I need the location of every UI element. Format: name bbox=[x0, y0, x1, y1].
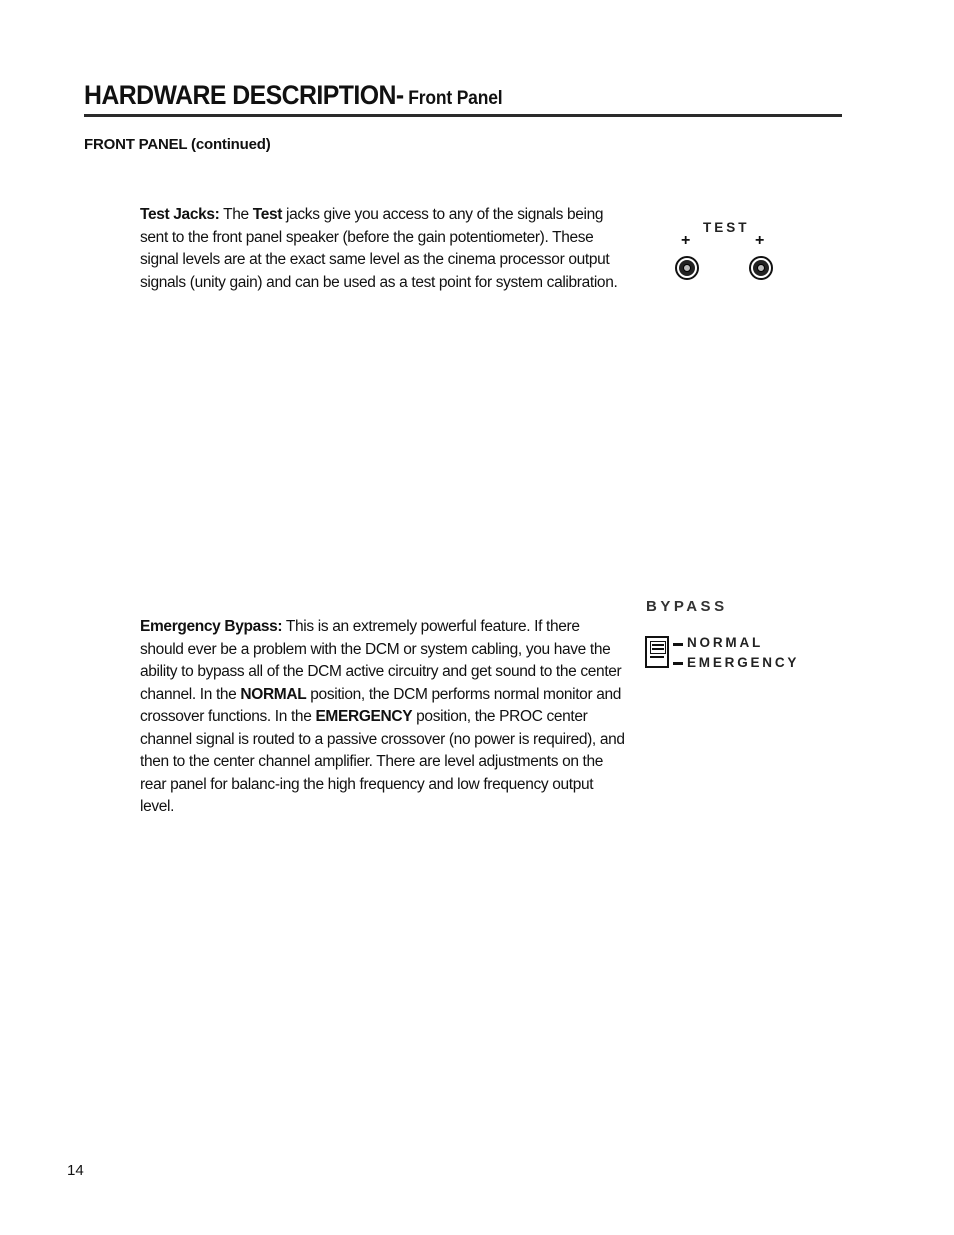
test-jacks-diagram bbox=[670, 218, 790, 288]
page-number: 14 bbox=[67, 1162, 84, 1179]
bypass-switch-icon bbox=[645, 636, 669, 668]
emergency-position-label: EMERGENCY bbox=[687, 655, 800, 670]
normal-bold-word: NORMAL bbox=[240, 685, 307, 703]
jack-icon-right bbox=[749, 256, 773, 280]
page-title: HARDWARE DESCRIPTION- Front Panel bbox=[84, 80, 503, 110]
plus-icon-left: + bbox=[681, 232, 691, 249]
section-heading: FRONT PANEL (continued) bbox=[84, 136, 271, 153]
page-subtitle: Front Panel bbox=[403, 88, 503, 109]
switch-lever-icon bbox=[650, 641, 666, 654]
bypass-switch-diagram bbox=[645, 596, 845, 686]
page-header bbox=[84, 80, 842, 117]
test-jacks-label: Test Jacks: bbox=[140, 206, 220, 223]
test-label: TEST bbox=[703, 220, 750, 235]
plus-icon-right: + bbox=[755, 232, 765, 249]
emergency-bypass-paragraph: Emergency Bypass: This is an extremely powerful feature. If there should ever be a problem with the DCM or system cabling, you have the ability to bypass all of the DCM active circuitry and get sound to the center channel. In the NORMAL position, the DCM performs normal monitor and crossover functions. In the EMERGENCY position, the PROC center channel signal is routed to a passive crossover (no power is required), and then to the center channel amplifier. There are level adjustments on the rear panel for balanc-ing the high frequency and low frequency output level. bbox=[140, 618, 625, 815]
switch-slot-icon bbox=[650, 656, 664, 658]
emergency-bold-word: EMERGENCY bbox=[315, 708, 413, 725]
test-jacks-paragraph: Test Jacks: The Test jacks give you access to any of the signals being sent to the front panel speaker (before the gain potentiometer). These signal levels are at the exact same level as the cinema processor output signals (unity gain) and can be used as a test point for system calibration. bbox=[140, 206, 618, 291]
normal-position-label: NORMAL bbox=[687, 635, 764, 650]
emergency-bypass-label: Emergency Bypass: bbox=[140, 618, 283, 635]
jack-icon-left bbox=[675, 256, 699, 280]
test-bold-word: Test bbox=[252, 206, 283, 223]
bypass-label: BYPASS bbox=[646, 598, 728, 615]
